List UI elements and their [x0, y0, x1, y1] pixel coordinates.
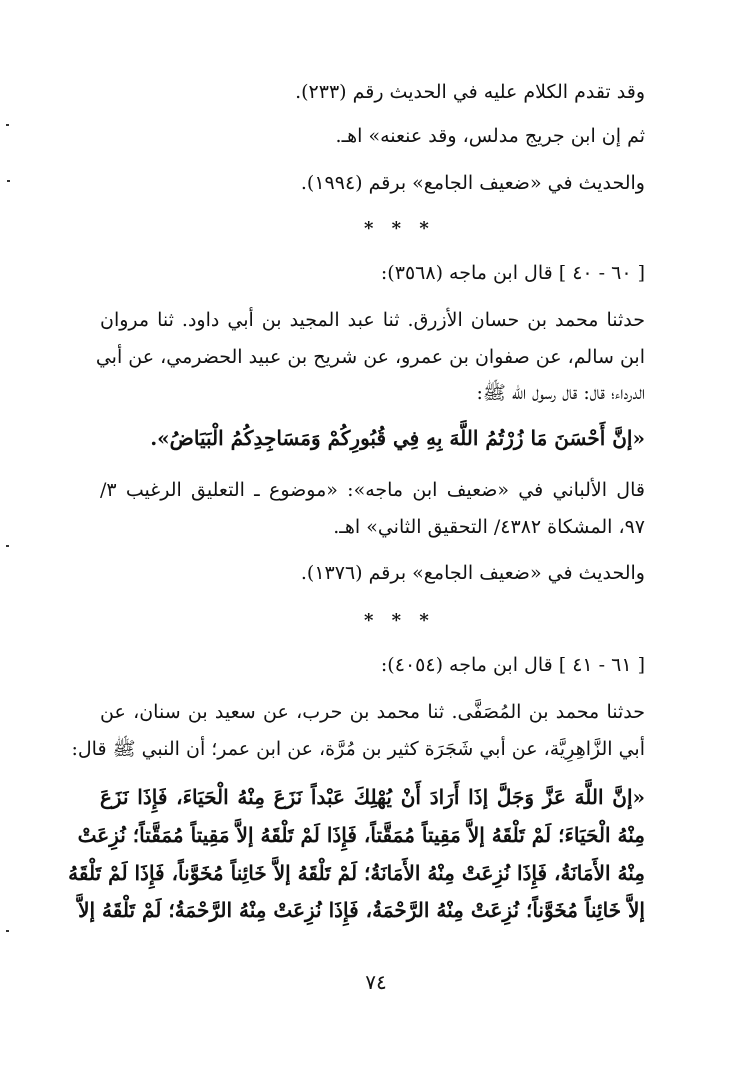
- text-line-2: ثم إن ابن جريج مدلس، وقد عنعنه» اهـ.: [335, 125, 645, 147]
- hadith-text-61-line-2: مِنْهُ الْحَيَاءَ؛ لَمْ تَلْقَهُ إلاَّ مَقِيتاً مُمَقَّتاً، فَإِذَا لَمْ تَلْقَهُ إلاَّ مَقِيتاً مُمَقَّتاً؛ نُزِعَتْ: [77, 823, 645, 847]
- scan-speck: [6, 930, 9, 932]
- hadith-text-60: «إنَّ أَحْسَنَ مَا زُرْتُمُ اللَّهَ بِهِ فِي قُبُورِكُمْ وَمَسَاجِدِكُمُ الْبَيَاضُ».: [150, 426, 645, 450]
- hadith-text-61-line-1: «إنَّ اللَّهَ عَزَّ وَجَلَّ إذَا أَرَادَ أَنْ يُهْلِكَ عَبْداً نَزَعَ مِنْهُ الْحَيَاءَ، فَإِذَا نَزَعَ: [100, 785, 645, 809]
- text-line-9: والحديث في «ضعيف الجامع» برقم (١٣٧٦).: [300, 562, 645, 584]
- text-line-10: حدثنا محمد بن المُصَفَّى. ثنا محمد بن حرب، عن سعيد بن سنان، عن: [100, 701, 645, 723]
- text-line-3: والحديث في «ضعيف الجامع» برقم (١٩٩٤).: [300, 172, 645, 194]
- text-line-7: قال الألباني في «ضعيف ابن ماجه»: «موضوع ـ التعليق الرغيب ٣/: [100, 479, 645, 501]
- text-line-1: وقد تقدم الكلام عليه في الحديث رقم (٢٣٣).: [295, 81, 645, 103]
- text-line-6: الدرداء؛ قال: قال رسول الله ﷺ:: [476, 382, 645, 404]
- text-line-8: ٩٧، المشكاة ٤٣٨٢/ التحقيق الثاني» اهـ.: [333, 516, 645, 538]
- page-number: ٧٤: [365, 970, 387, 994]
- hadith-heading-61: [ ٦١ - ٤١ ] قال ابن ماجه (٤٠٥٤):: [380, 654, 645, 676]
- text-line-4: حدثنا محمد بن حسان الأزرق. ثنا عبد المجيد بن أبي داود. ثنا مروان: [100, 309, 645, 331]
- scan-speck: [6, 545, 9, 547]
- hadith-text-61-line-4: إلاَّ خَائِناً مُخَوَّناً؛ نُزِعَتْ مِنْهُ الرَّحْمَةُ، فَإِذَا نُزِعَتْ مِنْهُ الرَّحْمَةُ؛ لَمْ تَلْقَهُ إلاَّ: [78, 898, 645, 922]
- hadith-text-61-line-3: مِنْهُ الأَمَانَةُ، فَإِذَا نُزِعَتْ مِنْهُ الأَمَانَةُ؛ لَمْ تَلْقَهُ إلاَّ خَائِناً مُخَوَّناً، فَإِذَا لَمْ تَلْقَهُ: [68, 861, 645, 885]
- section-separator-2: * * *: [364, 610, 435, 631]
- section-separator-1: * * *: [364, 218, 435, 239]
- text-line-5: ابن سالم، عن صفوان بن عمرو، عن شريح بن عبيد الحضرمي، عن أبي: [95, 346, 645, 368]
- scan-speck: [6, 124, 9, 126]
- text-line-11: أبي الزَّاهِرِيَّة، عن أبي شَجَرَة كثير بن مُرَّة، عن ابن عمر؛ أن النبي ﷺ قال:: [71, 738, 645, 760]
- scan-speck: [7, 180, 10, 182]
- hadith-heading-60: [ ٦٠ - ٤٠ ] قال ابن ماجه (٣٥٦٨):: [380, 262, 645, 284]
